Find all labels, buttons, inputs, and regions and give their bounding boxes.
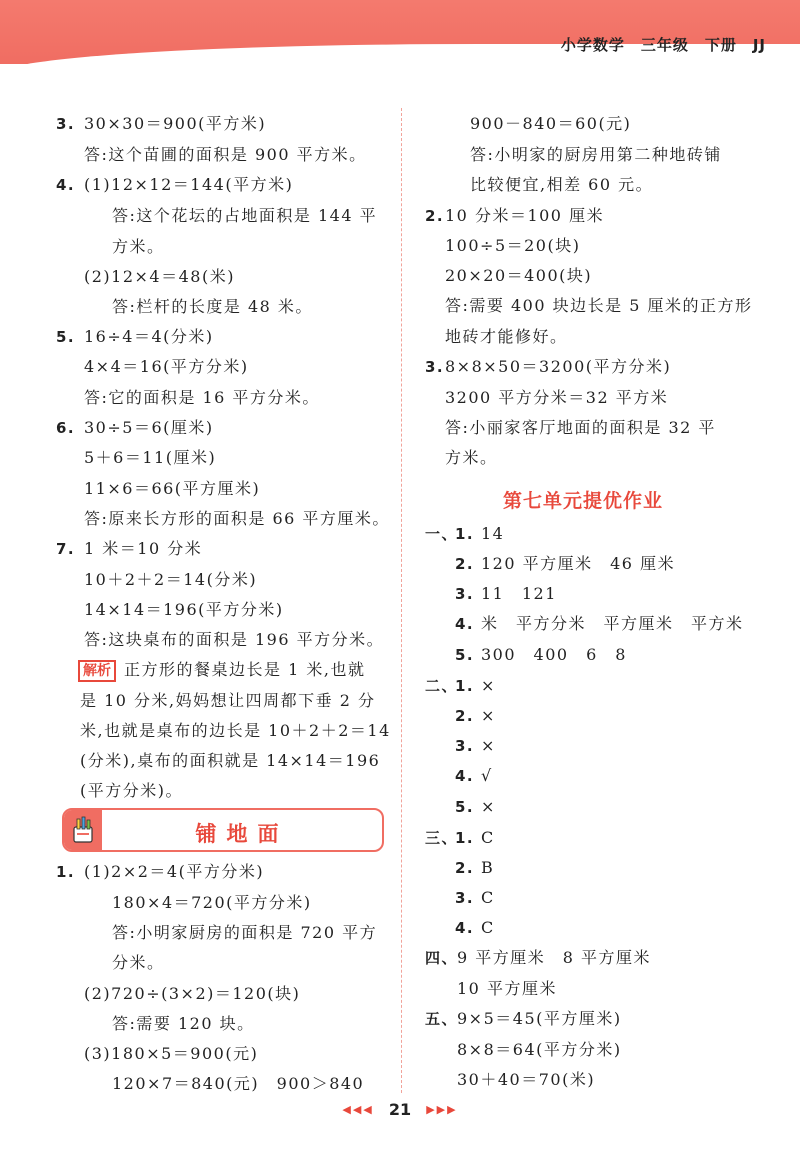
answer-line: 2.10 分米＝100 厘米 xyxy=(425,206,605,225)
answer-line: 方米。 xyxy=(112,237,165,256)
answer-line: 11×6＝66(平方厘米) xyxy=(84,479,261,498)
header-tag: 小学数学 三年级 下册 JJ xyxy=(560,36,766,54)
answer-line: 5＋6＝11(厘米) xyxy=(84,448,217,467)
answer-line: 分米。 xyxy=(112,953,165,972)
answer-line: (3)180×5＝900(元) xyxy=(84,1044,259,1063)
analysis-line: (分米),桌布的面积就是 14×14＝196 xyxy=(80,751,381,770)
pencil-cup-icon xyxy=(71,816,95,844)
answer-line: 答:小明家的厨房用第二种地砖铺 xyxy=(470,145,722,164)
answer-line: 5. 16÷4＝4(分米) xyxy=(56,327,214,346)
answer-line: 答:需要 120 块。 xyxy=(112,1014,255,1033)
answer-line: 1. (1)2×2＝4(平方分米) xyxy=(56,862,265,881)
answer-line: 4. C xyxy=(455,918,495,937)
analysis-line: 解析 正方形的餐桌边长是 1 米,也就 xyxy=(78,660,365,682)
answer-line: 6. 30÷5＝6(厘米) xyxy=(56,418,214,437)
column-divider xyxy=(401,108,402,1093)
answer-line: 答:原来长方形的面积是 66 平方厘米。 xyxy=(84,509,390,528)
answer-line: 2. × xyxy=(455,706,496,725)
banner-title: 铺地面 xyxy=(195,822,289,846)
answer-line: 方米。 xyxy=(445,448,498,467)
answer-line: 2. B xyxy=(455,858,495,877)
analysis-line: 是 10 分米,妈妈想让四周都下垂 2 分 xyxy=(80,691,376,710)
answer-line: 一、1. 14 xyxy=(425,524,505,543)
answer-line: 答:这块桌布的面积是 196 平方分米。 xyxy=(84,630,385,649)
answer-line: 30＋40＝70(米) xyxy=(457,1070,596,1089)
answer-line: 二、1. × xyxy=(425,676,496,695)
answer-line: 3. C xyxy=(455,888,495,907)
answer-line: 答:它的面积是 16 平方分米。 xyxy=(84,388,320,407)
answer-line: 答:栏杆的长度是 48 米。 xyxy=(112,297,313,316)
answer-line: 3. 30×30＝900(平方米) xyxy=(56,114,267,133)
answer-line: 三、1. C xyxy=(425,828,495,847)
answer-line: 20×20＝400(块) xyxy=(445,266,593,285)
answer-line: 2. 120 平方厘米 46 厘米 xyxy=(455,554,676,573)
answer-line: 10 平方厘米 xyxy=(457,979,557,998)
answer-line: 900－840＝60(元) xyxy=(470,114,632,133)
answer-line: 3. × xyxy=(455,736,496,755)
page-footer xyxy=(0,1100,800,1119)
answer-line: 4×4＝16(平方分米) xyxy=(84,357,249,376)
analysis-tag: 解析 xyxy=(78,660,116,682)
answer-line: 四、9 平方厘米 8 平方厘米 xyxy=(425,948,652,967)
answer-line: 比较便宜,相差 60 元。 xyxy=(470,175,654,194)
answer-line: (2)720÷(3×2)＝120(块) xyxy=(84,984,301,1003)
answer-line: 答:需要 400 块边长是 5 厘米的正方形 xyxy=(445,296,753,315)
answer-line: 4. 米 平方分米 平方厘米 平方米 xyxy=(455,614,744,633)
analysis-line: (平方分米)。 xyxy=(80,781,183,800)
answer-line: 答:这个苗圃的面积是 900 平方米。 xyxy=(84,145,367,164)
answer-line: 答:小明家厨房的面积是 720 平方 xyxy=(112,923,378,942)
answer-line: 14×14＝196(平方分米) xyxy=(84,600,284,619)
answer-line: 地砖才能修好。 xyxy=(445,327,568,346)
answer-line: 3200 平方分米＝32 平方米 xyxy=(445,388,669,407)
left-arrows-icon: ◀◀◀ xyxy=(342,1103,374,1116)
answer-line: 5. 300 400 6 8 xyxy=(455,645,627,664)
right-arrows-icon: ▶▶▶ xyxy=(426,1103,458,1116)
answer-line: 120×7＝840(元) 900＞840 xyxy=(112,1074,365,1093)
answer-line: 5. × xyxy=(455,797,496,816)
page-number: 21 xyxy=(388,1100,412,1119)
section-title: 第七单元提优作业 xyxy=(503,490,664,512)
answer-line: 3. 11 121 xyxy=(455,584,557,603)
answer-line: 8×8＝64(平方分米) xyxy=(457,1040,622,1059)
answer-line: 五、9×5＝45(平方厘米) xyxy=(425,1009,622,1028)
answer-line: 10＋2＋2＝14(分米) xyxy=(84,570,258,589)
answer-line: 答:小丽家客厅地面的面积是 32 平 xyxy=(445,418,716,437)
answer-line: 答:这个花坛的占地面积是 144 平 xyxy=(112,206,378,225)
answer-line: 3.8×8×50＝3200(平方分米) xyxy=(425,357,672,376)
answer-line: 180×4＝720(平方分米) xyxy=(112,893,312,912)
answer-line: 4. (1)12×12＝144(平方米) xyxy=(56,175,294,194)
answer-line: (2)12×4＝48(米) xyxy=(84,267,235,286)
answer-line: 7. 1 米＝10 分米 xyxy=(56,539,203,558)
analysis-line: 米,也就是桌布的边长是 10＋2＋2＝14 xyxy=(80,721,391,740)
answer-line: 100÷5＝20(块) xyxy=(445,236,581,255)
answer-line: 4. √ xyxy=(455,766,493,785)
section-banner xyxy=(62,808,384,852)
